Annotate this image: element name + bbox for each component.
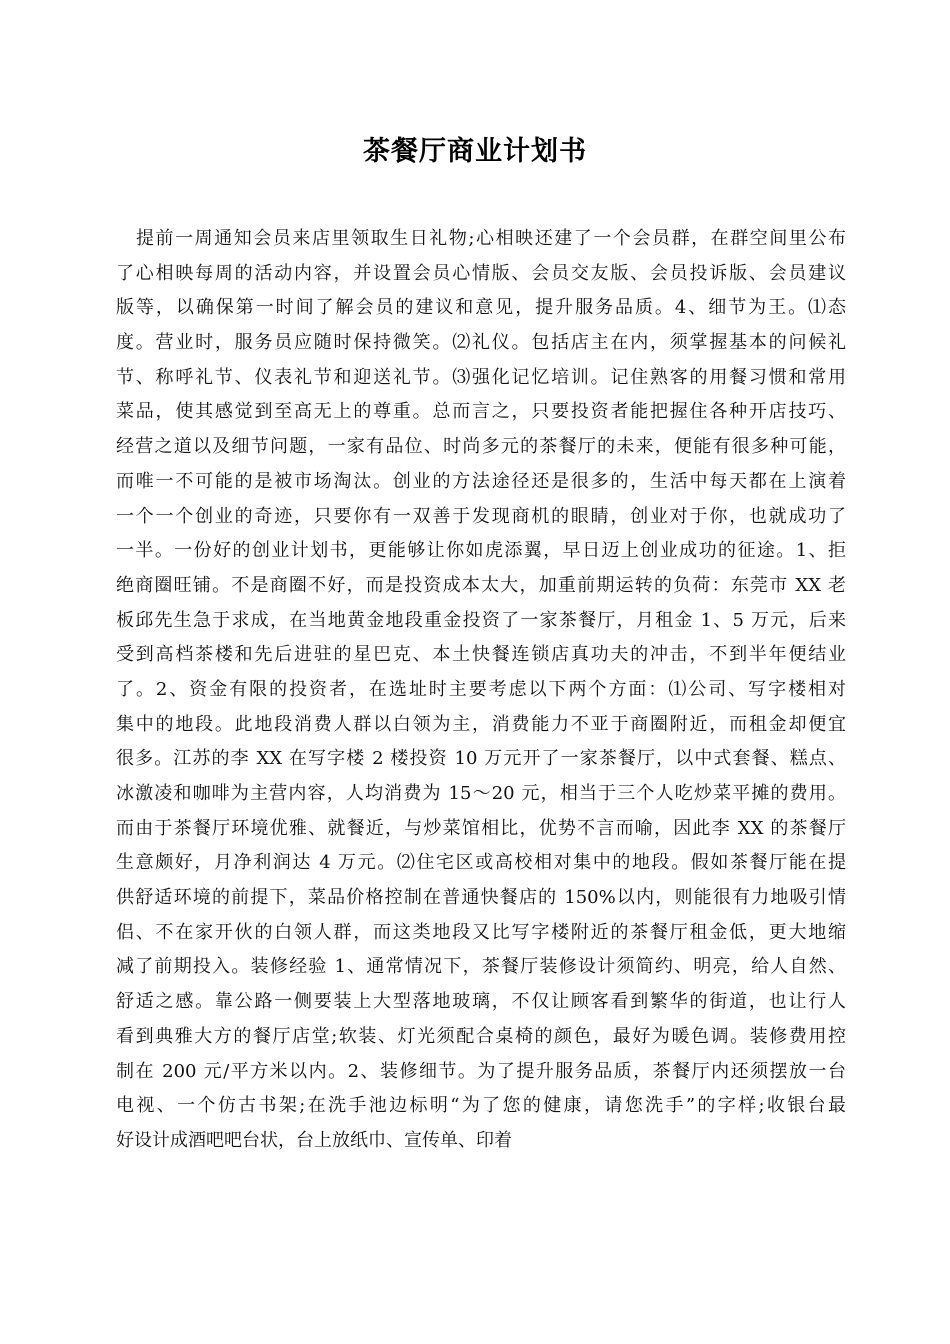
text-line: 冰激凌和咖啡为主营内容，人均消费为 15～20 元，相当于三个人吃炒菜平摊的费用。 — [116, 783, 846, 804]
text-line: 生意颇好，月净利润达 4 万元。⑵住宅区或高校相对集中的地段。假如茶餐厅能在提 — [116, 852, 846, 874]
text-line: 版等，以确保第一时间了解会员的建议和意见，提升服务品质。4、细节为王。⑴态 — [116, 297, 846, 319]
text-line: 供舒适环境的前提下，菜品价格控制在普通快餐店的 150%以内，则能很有力地吸引情 — [116, 887, 846, 909]
text-line: 侣、不在家开伙的白领人群，而这类地段又比写字楼附近的茶餐厅租金低，更大地缩 — [116, 921, 846, 943]
text-line: 好设计成酒吧吧台状，台上放纸巾、宣传单、印着 — [116, 1129, 512, 1151]
text-line: 而唯一不可能的是被市场淘汰。创业的方法途径还是很多的，生活中每天都在上演着 — [116, 470, 846, 492]
text-line: 受到高档茶楼和先后进驻的星巴克、本土快餐连锁店真功夫的冲击，不到半年便结业 — [116, 644, 846, 666]
text-line: 减了前期投入。装修经验 1、通常情况下，茶餐厅装修设计须简约、明亮，给人自然、 — [116, 956, 846, 978]
text-line: 提前一周通知会员来店里领取生日礼物;心相映还建了一个会员群，在群空间里公布 — [136, 228, 846, 249]
text-line: 经营之道以及细节问题，一家有品位、时尚多元的茶餐厅的未来，便能有很多种可能， — [116, 436, 846, 458]
text-line: 节、称呼礼节、仪表礼节和迎送礼节。⑶强化记忆培训。记住熟客的用餐习惯和常用 — [116, 366, 846, 388]
text-line: 一个一个创业的奇迹，只要你有一双善于发现商机的眼睛，创业对于你，也就成功了 — [116, 505, 846, 527]
text-line: 度。营业时，服务员应随时保持微笑。⑵礼仪。包括店主在内，须掌握基本的问候礼 — [116, 332, 846, 354]
text-line: 集中的地段。此地段消费人群以白领为主，消费能力不亚于商圈附近，而租金却便宜 — [116, 713, 846, 735]
text-line: 绝商圈旺铺。不是商圈不好，而是投资成本太大，加重前期运转的负荷：东莞市 XX 老 — [116, 574, 846, 596]
text-line: 了心相映每周的活动内容，并设置会员心情版、会员交友版、会员投诉版、会员建议 — [116, 262, 846, 284]
text-line: 舒适之感。靠公路一侧要装上大型落地玻璃，不仅让顾客看到繁华的街道，也让行人 — [116, 991, 846, 1013]
text-line: 板邱先生急于求成，在当地黄金地段重金投资了一家茶餐厅，月租金 1、5 万元，后来 — [116, 609, 846, 631]
text-line: 看到典雅大方的餐厅店堂;软装、灯光须配合桌椅的颜色，最好为暖色调。装修费用控 — [116, 1025, 846, 1047]
text-line: 了。2、资金有限的投资者，在选址时主要考虑以下两个方面：⑴公司、写字楼相对 — [116, 678, 846, 700]
text-line: 很多。江苏的李 XX 在写字楼 2 楼投资 10 万元开了一家茶餐厅，以中式套餐、糕点、 — [116, 748, 846, 770]
text-line: 一半。一份好的创业计划书，更能够让你如虎添翼，早日迈上创业成功的征途。1、拒 — [116, 540, 846, 562]
text-line: 菜品，使其感觉到至高无上的尊重。总而言之，只要投资者能把握住各种开店技巧、 — [116, 401, 846, 423]
text-line: 而由于茶餐厅环境优雅、就餐近，与炒菜馆相比，优势不言而喻，因此李 XX 的茶餐厅 — [116, 817, 846, 839]
body-paragraph — [116, 222, 846, 1159]
text-line: 制在 200 元/平方米以内。2、装修细节。为了提升服务品质，茶餐厅内还须摆放一台 — [116, 1060, 846, 1082]
page-title: 茶餐厅商业计划书 — [363, 136, 587, 167]
text-line: 电视、一个仿古书架;在洗手池边标明“为了您的健康，请您洗手”的字样;收银台最 — [116, 1095, 846, 1117]
